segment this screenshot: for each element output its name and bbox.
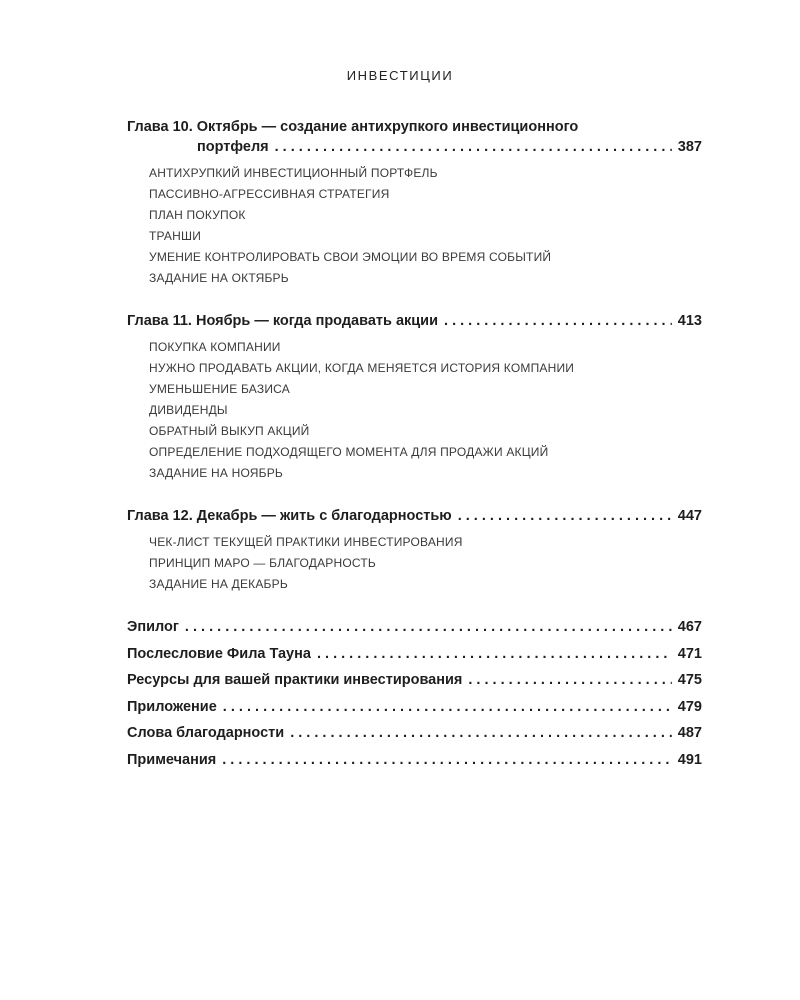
chapter-12-title: Глава 12. Декабрь — жить с благодарностью — [127, 508, 452, 524]
chapter-12-page: 447 — [677, 508, 702, 524]
entry-title: Примечания — [127, 751, 217, 768]
entry-page: 475 — [677, 672, 702, 688]
dot-leader — [185, 617, 672, 637]
chapter-10-page: 387 — [677, 139, 702, 155]
subsection-item: УМЕНИЕ КОНТРОЛИРОВАТЬ СВОИ ЭМОЦИИ ВО ВРЕМЯ СОБЫТИЙ — [149, 250, 552, 264]
entry-page: 471 — [677, 645, 702, 662]
entry-title: Приложение — [127, 698, 217, 715]
chapter-10 — [127, 117, 702, 289]
subsection-item: ТРАНШИ — [149, 229, 202, 243]
subsection-item: АНТИХРУПКИЙ ИНВЕСТИЦИОННЫЙ ПОРТФЕЛЬ — [149, 166, 438, 180]
chapter-10-title-cont: портфеля — [197, 139, 269, 155]
subsection-item: ПАССИВНО-АГРЕССИВНАЯ СТРАТЕГИЯ — [149, 187, 390, 201]
subsection-item: ЗАДАНИЕ НА ОКТЯБРЬ — [149, 271, 289, 285]
chapter-11-entry[interactable] — [127, 311, 702, 331]
subsection-item: ПЛАН ПОКУПОК — [149, 208, 246, 222]
dot-leader — [275, 137, 672, 157]
chapter-12 — [127, 506, 702, 595]
toc-entry-resources[interactable] — [127, 670, 702, 690]
entry-page: 491 — [677, 751, 702, 768]
subsection-item: ЗАДАНИЕ НА НОЯБРЬ — [149, 466, 283, 480]
toc-entry-afterword[interactable] — [127, 644, 702, 664]
dot-leader — [223, 697, 672, 717]
chapter-11-subsections — [149, 337, 702, 484]
entry-title: Слова благодарности — [127, 725, 285, 741]
running-head: ИНВЕСТИЦИИ — [346, 68, 454, 83]
subsection-item: ДИВИДЕНДЫ — [149, 403, 228, 417]
entry-page: 487 — [677, 725, 702, 741]
table-of-contents — [127, 117, 702, 776]
chapter-10-title-line1[interactable]: Глава 10. Октябрь — создание антихрупкого инвестиционного — [127, 119, 579, 135]
chapter-12-subsections — [149, 532, 702, 595]
entry-page: 467 — [677, 619, 702, 635]
subsection-item: ПРИНЦИП МАРО — БЛАГОДАРНОСТЬ — [149, 556, 376, 570]
dot-leader — [222, 750, 672, 770]
chapter-11-page: 413 — [677, 313, 702, 329]
entry-title: Послесловие Фила Тауна — [127, 645, 311, 662]
chapter-11-title: Глава 11. Ноябрь — когда продавать акции — [127, 313, 439, 329]
entry-page: 479 — [677, 698, 702, 715]
toc-entry-notes[interactable] — [127, 750, 702, 770]
dot-leader — [458, 506, 672, 526]
subsection-item: ПОКУПКА КОМПАНИИ — [149, 340, 281, 354]
chapter-10-title-line2[interactable] — [127, 137, 702, 157]
dot-leader — [317, 644, 672, 664]
toc-entry-epilogue[interactable] — [127, 617, 702, 637]
dot-leader — [290, 723, 672, 743]
subsection-item: ЧЕК-ЛИСТ ТЕКУЩЕЙ ПРАКТИКИ ИНВЕСТИРОВАНИЯ — [149, 535, 463, 549]
chapter-11 — [127, 311, 702, 484]
subsection-item: УМЕНЬШЕНИЕ БАЗИСА — [149, 382, 290, 396]
subsection-item: ОПРЕДЕЛЕНИЕ ПОДХОДЯЩЕГО МОМЕНТА ДЛЯ ПРОДАЖИ АКЦИЙ — [149, 445, 549, 459]
toc-entry-appendix[interactable] — [127, 697, 702, 717]
dot-leader — [444, 311, 672, 331]
subsection-item: НУЖНО ПРОДАВАТЬ АКЦИИ, КОГДА МЕНЯЕТСЯ ИСТОРИЯ КОМПАНИИ — [149, 361, 575, 375]
dot-leader — [468, 670, 671, 690]
entry-title: Ресурсы для вашей практики инвестирования — [127, 672, 463, 688]
toc-entry-acknowledgements[interactable] — [127, 723, 702, 743]
entry-title: Эпилог — [127, 619, 179, 635]
subsection-item: ЗАДАНИЕ НА ДЕКАБРЬ — [149, 577, 288, 591]
subsection-item: ОБРАТНЫЙ ВЫКУП АКЦИЙ — [149, 424, 310, 438]
end-matter — [127, 617, 702, 770]
chapter-10-subsections — [149, 163, 702, 289]
chapter-12-entry[interactable] — [127, 506, 702, 526]
